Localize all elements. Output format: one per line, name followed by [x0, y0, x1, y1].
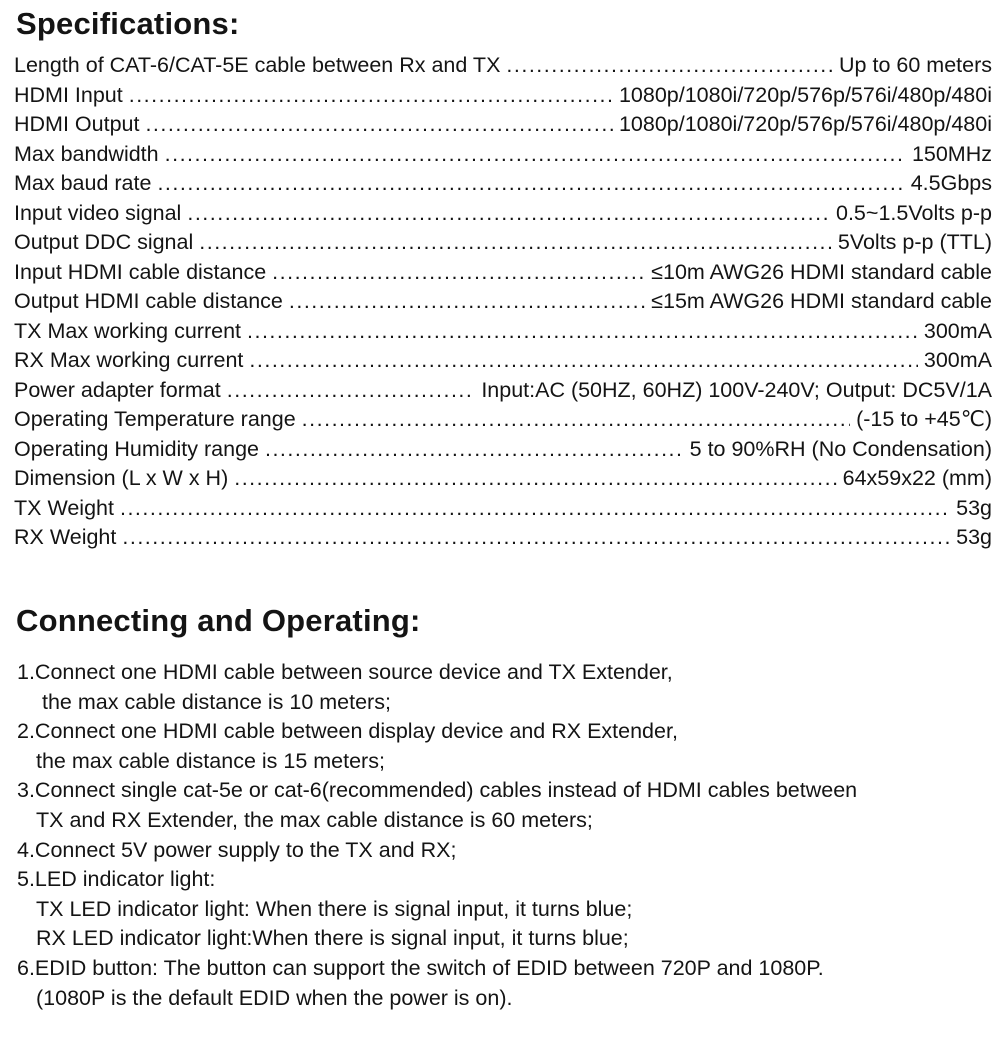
spec-label: HDMI Input: [14, 82, 123, 107]
spec-row-tx-current: [14, 317, 992, 347]
step-text: 2.Connect one HDMI cable between display device and RX Extender,: [17, 719, 678, 744]
spec-value: ≤15m AWG26 HDMI standard cable: [651, 289, 992, 313]
step-continuation: (1080P is the default EDID when the power is on).: [36, 985, 513, 1010]
specifications-heading: Specifications:: [16, 6, 240, 41]
spec-value: Input:AC (50HZ, 60HZ) 100V-240V; Output: DC5V/1A: [481, 377, 992, 402]
step-continuation: the max cable distance is 10 meters;: [42, 689, 391, 714]
spec-row-power-adapter: [14, 376, 992, 406]
dot-leader: [129, 81, 613, 111]
step-text: 3.Connect single cat-5e or cat-6(recommended) cables instead of HDMI cables between: [17, 778, 858, 803]
dot-leader: [234, 464, 836, 494]
spec-label: Max bandwidth: [14, 141, 159, 166]
spec-value: 4.5Gbps: [910, 171, 992, 195]
spec-label: Length of CAT-6/CAT-5E cable between Rx and TX: [14, 53, 501, 77]
spec-row-input-video-signal: [14, 199, 992, 229]
spec-value: 0.5~1.5Volts p-p: [836, 200, 992, 225]
spec-label: RX Max working current: [14, 348, 244, 372]
step-item-3: [17, 776, 992, 835]
spec-label: Operating Humidity range: [14, 436, 259, 461]
dot-leader: [272, 258, 645, 288]
step-item-5: [17, 865, 992, 954]
spec-row-rx-current: [14, 346, 992, 376]
spec-value: 53g: [956, 495, 992, 520]
spec-label: Dimension (L x W x H): [14, 466, 229, 490]
step-text: 4.Connect 5V power supply to the TX and RX;: [17, 837, 457, 862]
dot-leader: [165, 140, 906, 170]
spec-value: 64x59x22 (mm): [842, 466, 992, 490]
spec-row-input-hdmi-distance: [14, 258, 992, 288]
step-text: 6.EDID button: The button can support the switch of EDID between 720P and 1080P.: [17, 955, 824, 980]
dot-leader: [145, 110, 613, 140]
connecting-heading: Connecting and Operating:: [16, 603, 421, 638]
dot-leader: [187, 199, 830, 229]
spec-value: 300mA: [923, 348, 992, 372]
spec-row-dimension: [14, 464, 992, 494]
spec-label: Output HDMI cable distance: [14, 289, 283, 313]
spec-row-rx-weight: [14, 523, 992, 553]
spec-value: (-15 to +45℃): [856, 407, 992, 431]
step-item-4: [17, 836, 992, 866]
step-text: 5.LED indicator light:: [17, 867, 216, 892]
spec-label: HDMI Output: [14, 112, 140, 136]
spec-row-max-baud-rate: [14, 169, 992, 199]
spec-value: 300mA: [923, 318, 992, 343]
dot-leader: [247, 317, 918, 347]
spec-value: ≤10m AWG26 HDMI standard cable: [651, 259, 992, 284]
step-continuation: TX and RX Extender, the max cable distance is 60 meters;: [36, 807, 593, 832]
spec-value: 1080p/1080i/720p/576p/576i/480p/480i: [618, 112, 992, 136]
spec-row-output-ddc-signal: [14, 228, 992, 258]
spec-label: Output DDC signal: [14, 230, 194, 254]
spec-value: 5 to 90%RH (No Condensation): [689, 436, 992, 461]
dot-leader: [249, 346, 917, 376]
spec-label: Max baud rate: [14, 171, 152, 195]
spec-label: TX Weight: [14, 495, 114, 520]
step-text: 1.Connect one HDMI cable between source device and TX Extender,: [17, 660, 673, 684]
dot-leader: [289, 287, 645, 317]
spec-row-temperature: [14, 405, 992, 435]
dot-leader: [120, 494, 950, 524]
spec-value: 53g: [956, 525, 992, 549]
specifications-list: [14, 51, 992, 553]
spec-row-max-bandwidth: [14, 140, 992, 170]
spec-label: Input HDMI cable distance: [14, 259, 267, 284]
dot-leader: [122, 523, 950, 553]
spec-value: 5Volts p-p (TTL): [837, 230, 992, 254]
spec-label: TX Max working current: [14, 318, 242, 343]
dot-leader: [265, 435, 684, 465]
spec-row-tx-weight: [14, 494, 992, 524]
spec-label: Operating Temperature range: [14, 407, 296, 431]
spec-row-cable-length: [14, 51, 992, 81]
connecting-steps-list: [17, 658, 992, 1013]
step-continuation: RX LED indicator light:When there is signal input, it turns blue;: [36, 926, 629, 951]
dot-leader: [506, 51, 833, 81]
dot-leader: [302, 405, 850, 435]
spec-value: 1080p/1080i/720p/576p/576i/480p/480i: [618, 82, 992, 107]
spec-row-hdmi-output: [14, 110, 992, 140]
dot-leader: [227, 376, 476, 406]
dot-leader: [199, 228, 832, 258]
spec-value: Up to 60 meters: [839, 53, 992, 77]
step-item-6: [17, 954, 992, 1013]
spec-label: RX Weight: [14, 525, 117, 549]
spec-label: Power adapter format: [14, 377, 221, 402]
spec-label: Input video signal: [14, 200, 182, 225]
step-continuation: the max cable distance is 15 meters;: [36, 748, 385, 773]
dot-leader: [157, 169, 904, 199]
step-item-2: [17, 717, 992, 776]
step-continuation: TX LED indicator light: When there is signal input, it turns blue;: [36, 896, 633, 921]
spec-row-humidity: [14, 435, 992, 465]
spec-value: 150MHz: [911, 141, 992, 166]
spec-row-output-hdmi-distance: [14, 287, 992, 317]
step-item-1: [17, 658, 992, 717]
spec-row-hdmi-input: [14, 81, 992, 111]
